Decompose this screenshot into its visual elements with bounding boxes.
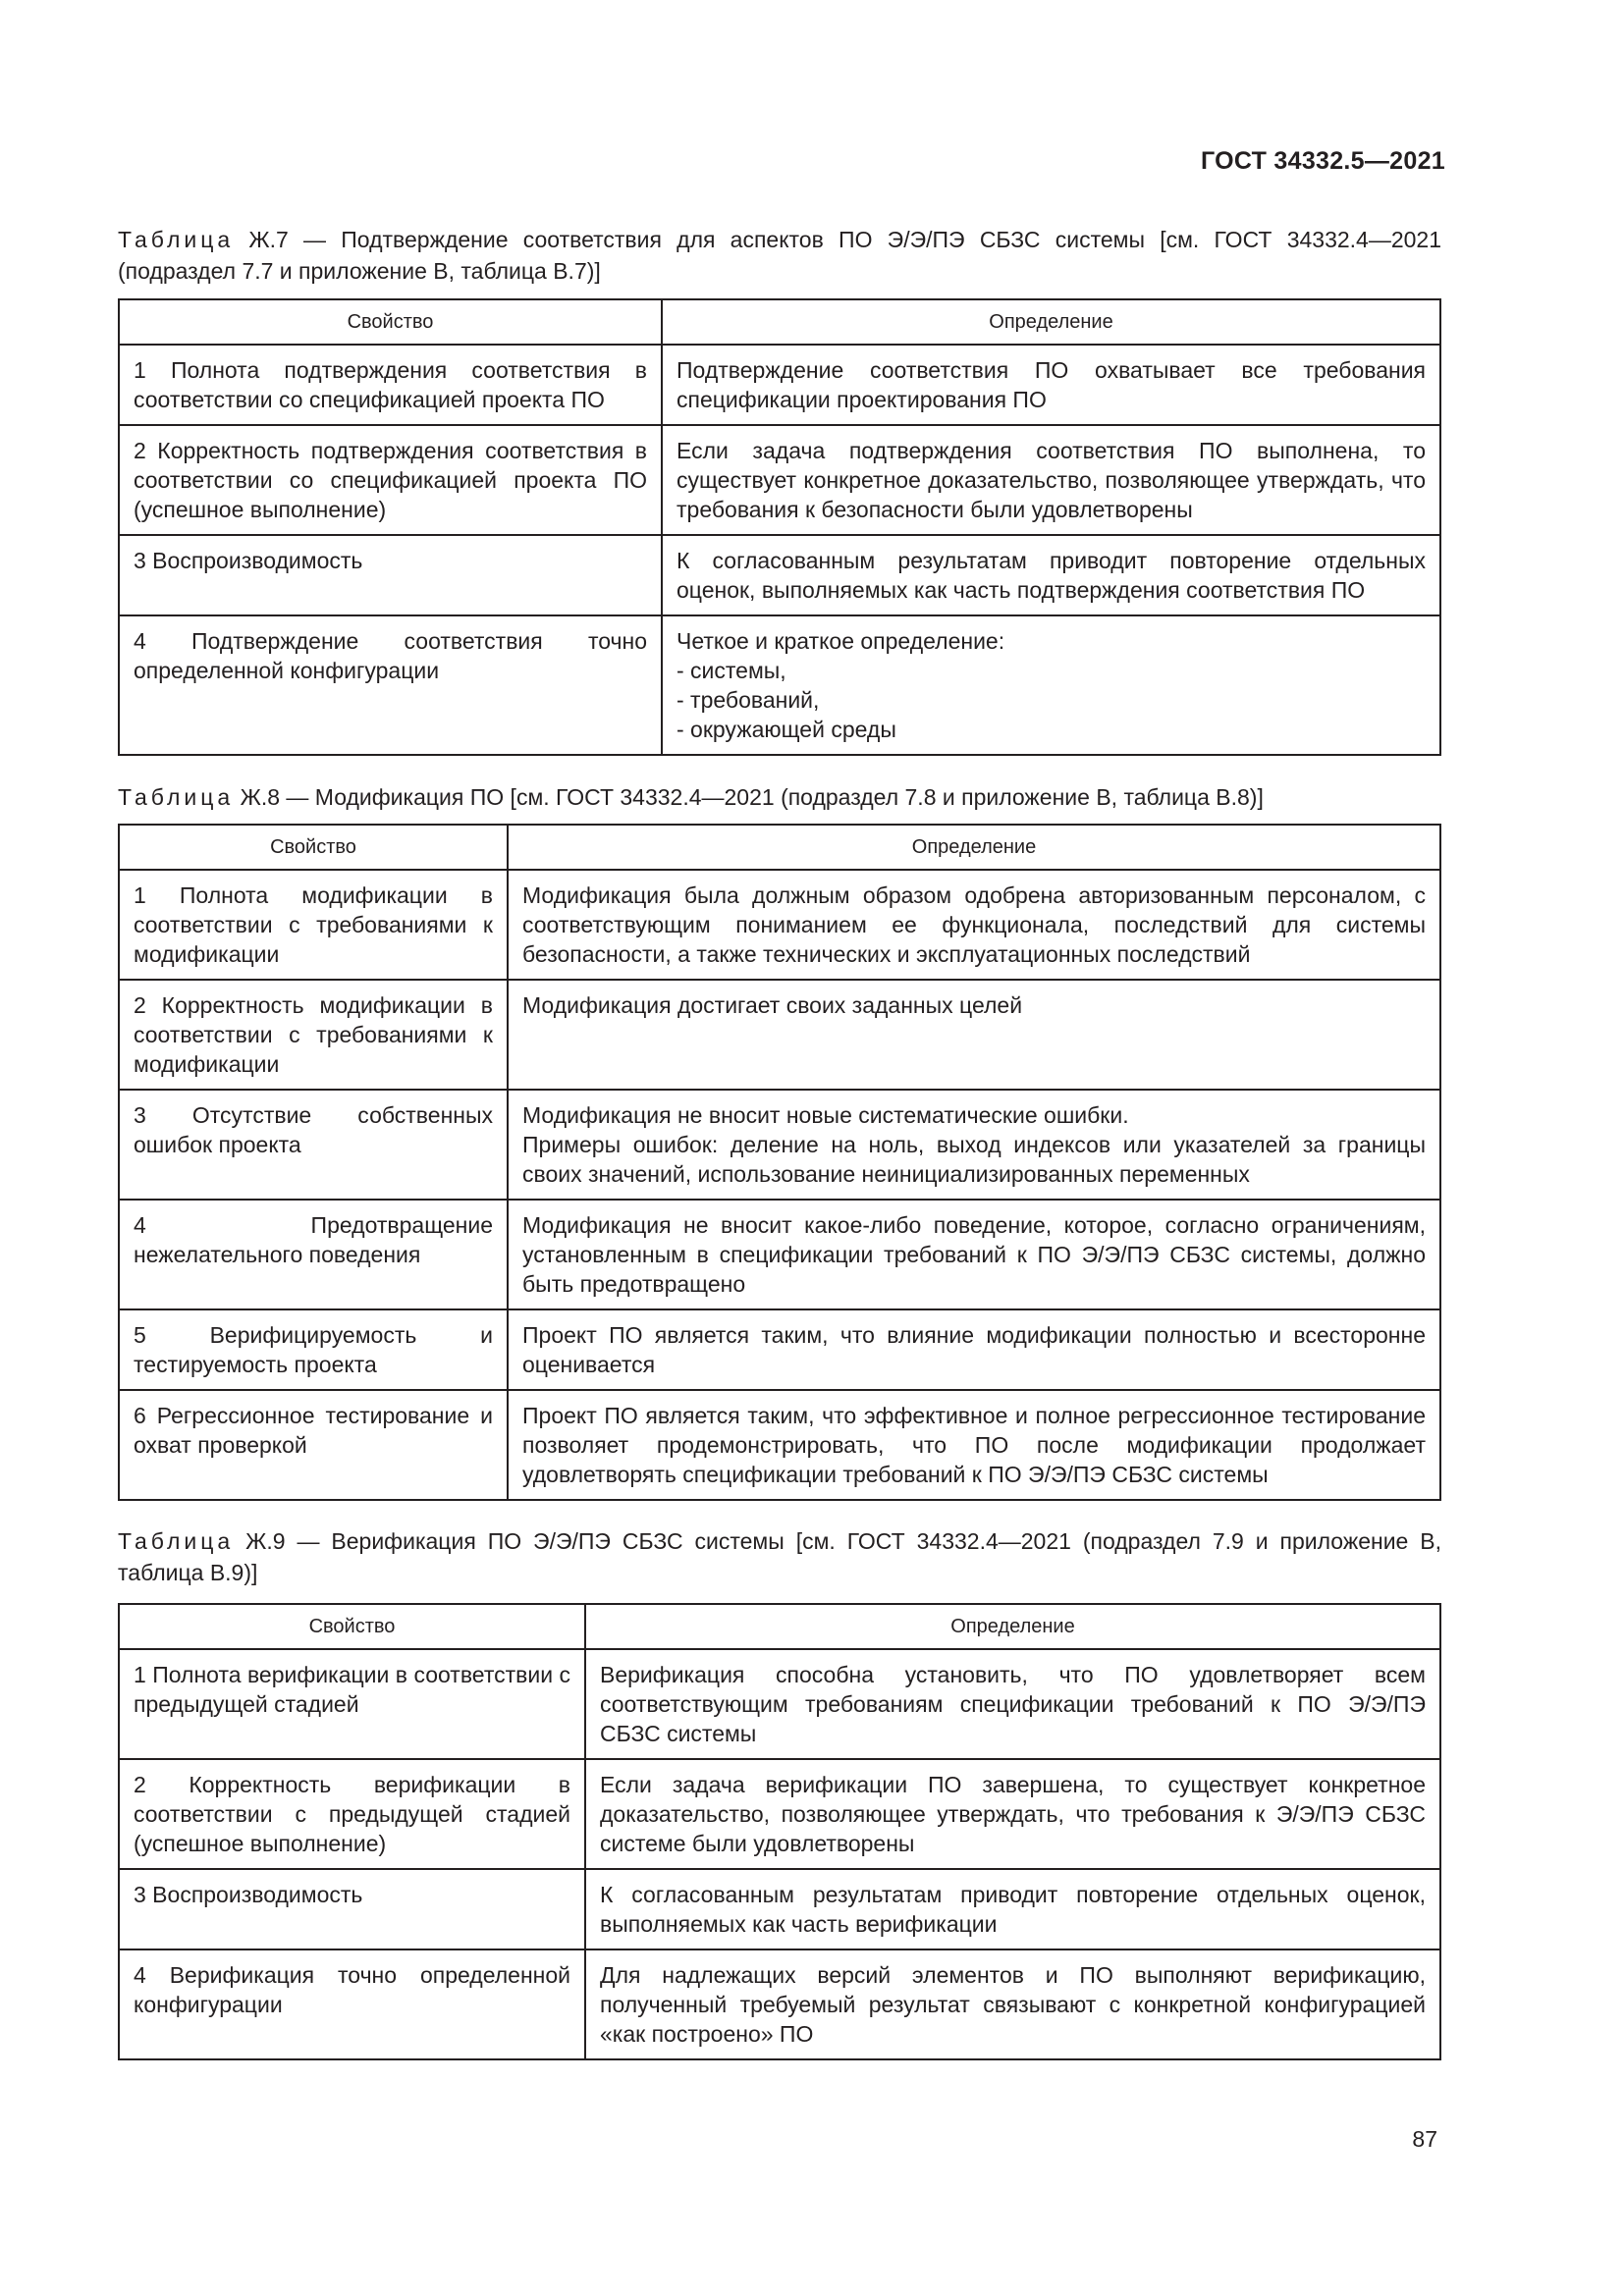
property-cell: 1 Полнота подтверждения соответствия в соответствии со спецификацией проекта ПО [119,345,662,425]
property-cell: 6 Регрессионное тестирование и охват проверкой [119,1390,508,1500]
definition-text: Примеры ошибок: деление на ноль, выход индексов или указателей за границы своих значений, использование неинициализированных переменных [522,1132,1426,1187]
table-caption-zh7 [118,224,1441,287]
table-row [119,425,1440,535]
column-header-definition: Определение [662,299,1440,345]
caption-text: Ж.7 — Подтверждение соответствия для аспектов ПО Э/Э/ПЭ СБЗС системы [см. ГОСТ 34332.4—2021 (подраздел 7.7 и приложение В, таблица В.7)] [118,227,1441,284]
definition-text: Верификация способна установить, что ПО удовлетворяет всем соответствующим требованиям спецификации требований к ПО Э/Э/ПЭ СБЗС системы [600,1662,1426,1746]
property-cell: 1 Полнота модификации в соответствии с требованиями к модификации [119,870,508,980]
table-row [119,1949,1440,2059]
table-row [119,1309,1440,1390]
table-header-row [119,1604,1440,1649]
definition-text: К согласованным результатам приводит повторение отдельных оценок, выполняемых как часть подтверждения соответствия ПО [677,548,1426,603]
definition-cell [585,1649,1440,1759]
document-id: ГОСТ 34332.5—2021 [1200,147,1445,175]
table-row [119,980,1440,1090]
caption-prefix: Таблица [118,784,235,810]
table-row [119,1390,1440,1500]
definition-cell [508,980,1440,1090]
property-cell: 4 Верификация точно определенной конфигурации [119,1949,585,2059]
table-zh9 [118,1603,1441,2060]
column-header-definition: Определение [508,825,1440,870]
table-row [119,1759,1440,1869]
definition-cell [662,345,1440,425]
caption-prefix: Таблица [118,1528,235,1554]
column-header-property: Свойство [119,299,662,345]
definition-cell [508,1200,1440,1309]
caption-prefix: Таблица [118,227,235,252]
table-caption-zh9 [118,1525,1441,1588]
property-cell: 2 Корректность модификации в соответствии с требованиями к модификации [119,980,508,1090]
property-cell: 3 Отсутствие собственных ошибок проекта [119,1090,508,1200]
table-row [119,1200,1440,1309]
page-number: 87 [1412,2126,1437,2152]
property-cell: 4 Предотвращение нежелательного поведения [119,1200,508,1309]
table-row [119,870,1440,980]
definition-cell [508,1390,1440,1500]
definition-list-item: - требований, [677,687,820,713]
definition-text: Проект ПО является таким, что эффективное и полное регрессионное тестирование позволяет продемонстрировать, что ПО после модификации продолжает удовлетворять спецификации требований к ПО Э/Э/ПЭ СБЗС системы [522,1403,1426,1487]
table-zh8 [118,824,1441,1501]
definition-cell [585,1949,1440,2059]
definition-text: Проект ПО является таким, что влияние модификации полностью и всесторонне оценивается [522,1322,1426,1377]
table-zh7 [118,298,1441,756]
definition-cell [662,615,1440,755]
table-row [119,1869,1440,1949]
property-cell: 3 Воспроизводимость [119,1869,585,1949]
table-header-row [119,299,1440,345]
definition-cell [662,535,1440,615]
table-header-row [119,825,1440,870]
caption-text: Ж.9 — Верификация ПО Э/Э/ПЭ СБЗС системы [см. ГОСТ 34332.4—2021 (подраздел 7.9 и приложение В, таблица В.9)] [118,1528,1441,1585]
definition-text: Модификация была должным образом одобрена авторизованным персоналом, с соответствующим пониманием ее функционала, последствий для системы безопасности, а также технических и эксплуатационных последствий [522,882,1426,967]
definition-text: Модификация достигает своих заданных целей [522,992,1023,1018]
definition-cell [585,1869,1440,1949]
definition-text: Четкое и краткое определение: [677,628,1005,654]
definition-text: Если задача подтверждения соответствия ПО выполнена, то существует конкретное доказательство, позволяющее утверждать, что требования к безопасности были удовлетворены [677,438,1426,522]
definition-cell [508,1090,1440,1200]
property-cell: 5 Верифицируемость и тестируемость проекта [119,1309,508,1390]
table-row [119,1090,1440,1200]
column-header-property: Свойство [119,1604,585,1649]
column-header-definition: Определение [585,1604,1440,1649]
definition-list-item: - системы, [677,658,786,683]
property-cell: 2 Корректность подтверждения соответствия в соответствии со спецификацией проекта ПО (успешное выполнение) [119,425,662,535]
table-row [119,535,1440,615]
definition-text: Подтверждение соответствия ПО охватывает все требования спецификации проектирования ПО [677,357,1426,412]
property-cell: 3 Воспроизводимость [119,535,662,615]
column-header-property: Свойство [119,825,508,870]
property-cell: 2 Корректность верификации в соответствии с предыдущей стадией (успешное выполнение) [119,1759,585,1869]
definition-cell [508,870,1440,980]
table-row [119,1649,1440,1759]
definition-text: Модификация не вносит новые систематические ошибки. [522,1102,1129,1128]
caption-text: Ж.8 — Модификация ПО [см. ГОСТ 34332.4—2021 (подраздел 7.8 и приложение В, таблица В.8)] [234,784,1264,810]
property-cell: 1 Полнота верификации в соответствии с предыдущей стадией [119,1649,585,1759]
table-row [119,615,1440,755]
definition-text: Модификация не вносит какое-либо поведение, которое, согласно ограничениям, установленным в спецификации требований к ПО Э/Э/ПЭ СБЗС системы, должно быть предотвращено [522,1212,1426,1297]
definition-text: Если задача верификации ПО завершена, то существует конкретное доказательство, позволяющее утверждать, что требования к Э/Э/ПЭ СБЗС системе были удовлетворены [600,1772,1426,1856]
property-cell: 4 Подтверждение соответствия точно определенной конфигурации [119,615,662,755]
page-content [118,224,1441,2060]
definition-text: К согласованным результатам приводит повторение отдельных оценок, выполняемых как часть верификации [600,1882,1426,1937]
table-row [119,345,1440,425]
table-caption-zh8 [118,781,1441,813]
definition-text: Для надлежащих версий элементов и ПО выполняют верификацию, полученный требуемый результат связывают с конкретной конфигурацией «как построено» ПО [600,1962,1426,2047]
definition-cell [508,1309,1440,1390]
definition-cell [662,425,1440,535]
definition-cell [585,1759,1440,1869]
definition-list-item: - окружающей среды [677,717,896,742]
